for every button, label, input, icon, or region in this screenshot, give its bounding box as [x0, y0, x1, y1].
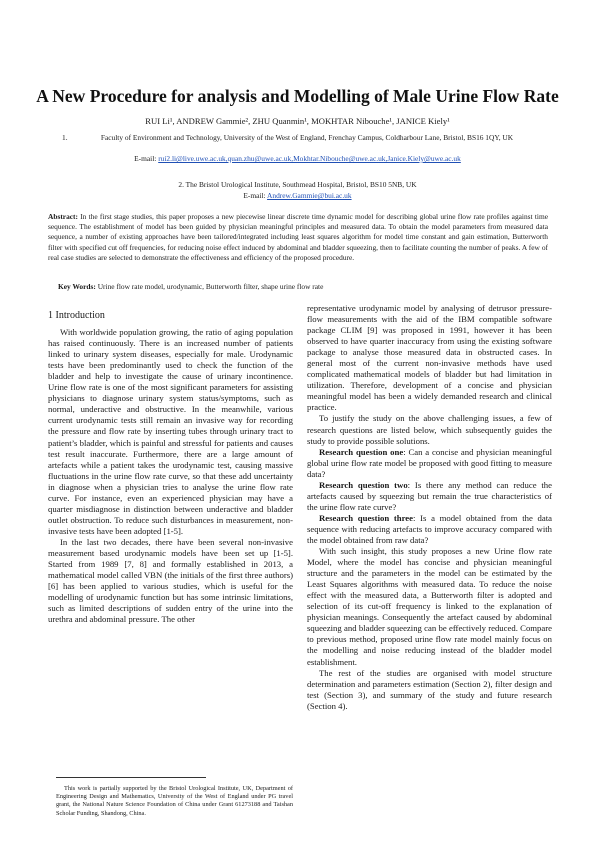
body-paragraph: To justify the study on the above challenging issues, a few of research questions are listed below, which subsequently guides the study to provide possible solutions. — [307, 413, 552, 446]
research-question-label: Research question one — [319, 446, 404, 457]
affiliation-1-email-line — [0, 154, 595, 163]
section-heading: 1 Introduction — [48, 310, 105, 321]
footnote — [56, 785, 293, 818]
footnote-text: This work is partially supported by the Bristol Urological Institute, UK, Department of Engineering Design and Mathematics, University of the West of England under PG travel grant, the National Nature Science Foundation of China under Grant 61273188 and Taishan Scholar Funding, Shandong, China. — [56, 785, 293, 817]
affiliation-2-email-line — [0, 191, 595, 200]
left-column — [48, 310, 293, 625]
research-question-2 — [307, 480, 552, 513]
email-label: E-mail: — [134, 154, 157, 163]
abstract-label: Abstract: — [48, 212, 78, 221]
author-list: RUI Li¹, ANDREW Gammie², ZHU Quanmin¹, MOKHTAR Nibouche¹, JANICE Kiely¹ — [145, 116, 450, 126]
affiliation-2: 2. The Bristol Urological Institute, Southmead Hospital, Bristol, BS10 5NB, UK — [178, 180, 417, 189]
affiliation-1-email-links[interactable]: rui2.li@live.uwe.ac.uk,quan.zhu@uwe.ac.uk,Mokhtar.Nibouche@uwe.ac.uk,Janice.Kiely@uwe.ac.uk — [158, 154, 461, 163]
body-paragraph: representative urodynamic model by analysing of detrusor pressure-flow measurements with the aid of the IBM compatible software package CLIM [9] was proposed in 1991, however it has been observed to have quarter inaccuracy from using the existing software package to analyse those measured data in obstructed cases. In general most of the current non-invasive methods have used complicated mathematical models of bladder but had limitation in utilization. Therefore, development of a concise and physician meaningful model has been a widely demanded research and clinical practice. — [307, 303, 552, 413]
keywords-label: Key Words: — [58, 282, 96, 291]
body-paragraph: With worldwide population growing, the ratio of aging population has raised continuously. There is an increased number of patients linked to urinary system diseases, especially for male. Urodynamic tests have been predominantly used to check the function of the bladder and help to investigate the cause of urinary incontinence. Urine flow rate is one of the most significant parameters for assisting physicians to diagnose urinary system status/symptoms, such as normal, underactive and obstructive. In the meanwhile, various current urodynamic tests still remain an invasive way for recording the pressure and flow rate by inserting tubes through urinary tract to patient’s bladder, which is painful and stressful for patients and causes test result inaccurate. Furthermore, there are a large amount of artefacts while a patient takes the urodynamic test, causing massive fluctuations in the urine flow rate curve, so that these add uncertainty in diagnose when a physician tries to analyse the urine flow rate curve. For instance, even an experienced physician may have a quarter misdiagnose in distinction between underactive and bladder outlet obstruction. To reduce such disturbances in measurement, non-invasive tests have been adopted [1-5]. — [48, 327, 293, 536]
research-question-text: : Is there any method can reduce the artefacts caused by squeezing but remain the true characteristics of the urine flow rate curve? — [307, 479, 552, 512]
research-question-text: : Is a model obtained from the data sequence with reducing artefacts to improve accuracy compared with the model obtained from raw data? — [307, 512, 552, 545]
keywords-text: Urine flow rate model, urodynamic, Butterworth filter, shape urine flow rate — [97, 282, 324, 291]
affiliation-1-number: 1. — [62, 133, 68, 142]
right-column — [307, 303, 552, 712]
research-question-1 — [307, 447, 552, 480]
footnote-divider — [56, 777, 206, 778]
paper-title: A New Procedure for analysis and Modelling of Male Urine Flow Rate — [36, 86, 559, 106]
affiliation-1-text: Faculty of Environment and Technology, University of the West of England, Frenchay Campus, Coldharbour Lane, Bristol, BS16 1QY, UK — [100, 133, 514, 142]
research-question-text: : Can a concise and physician meaningful global urine flow rate model be proposed with good fitting to measure data? — [307, 446, 552, 479]
affiliation-2-email-link[interactable]: Andrew.Gammie@bui.ac.uk — [267, 191, 352, 200]
body-paragraph: The rest of the studies are organised with model structure determination and parameters estimation (Section 2), filter design and test (Section 3), and summary of the study and future research (Section 4). — [307, 667, 552, 711]
body-paragraph: With such insight, this study proposes a new Urine flow rate Model, where the model has concise and physician meaningful structure and the parameters in the model can be estimated by the Least Squares algorithms with measured data. To reduce the noise effect with the measured data, a Butterworth filter is adopted and selection of its cut-off frequency is linked to the explanation of physician meanings. Consequently the artefact caused by abdominal squeezing and bladder squeezing can be effectively reduced. Compare to previous method, proposed urine flow rate model mainly focus on the modelling and noise reducing instead of the bladder model establishment. — [307, 546, 552, 667]
research-question-label: Research question three — [319, 512, 413, 523]
abstract — [48, 212, 548, 263]
research-question-3 — [307, 513, 552, 546]
body-paragraph: In the last two decades, there have been several non-invasive measurement based urodynamic models have been set up [1-5]. Started from 1989 [7, 8] and formally established in 2013, a mathematical model called VBN (the initials of the first three authors) [6] has been applied to various studies, which is useful for the modelling of urodynamic function but has some intrinsic limitations, such as limited descriptions of sudden entry of the urine into the urethra and abdominal pressure. The other — [48, 536, 293, 625]
keywords — [58, 282, 548, 291]
email-label: E-mail: — [243, 191, 266, 200]
abstract-text: In the first stage studies, this paper proposes a new piecewise linear discrete time dynamic model for describing global urine flow rate profiles against time sequence. The establishment of model has been guided by physician meaningful principles and measured data. To obtain the model parameters from measured data sequence, a number of existing approaches have been tailored/integrated including least squares algorithm for model time constant and gain estimation, Butterworth filter with specified cut off frequencies, for reducing noise effect induced by abdominal and bladder squeezing, then to facilitate counting the number of peaks. A few of real case studies are selected to demonstrate the effectiveness and efficiency of the proposed procedure. — [48, 212, 548, 262]
research-question-label: Research question two — [319, 479, 408, 490]
